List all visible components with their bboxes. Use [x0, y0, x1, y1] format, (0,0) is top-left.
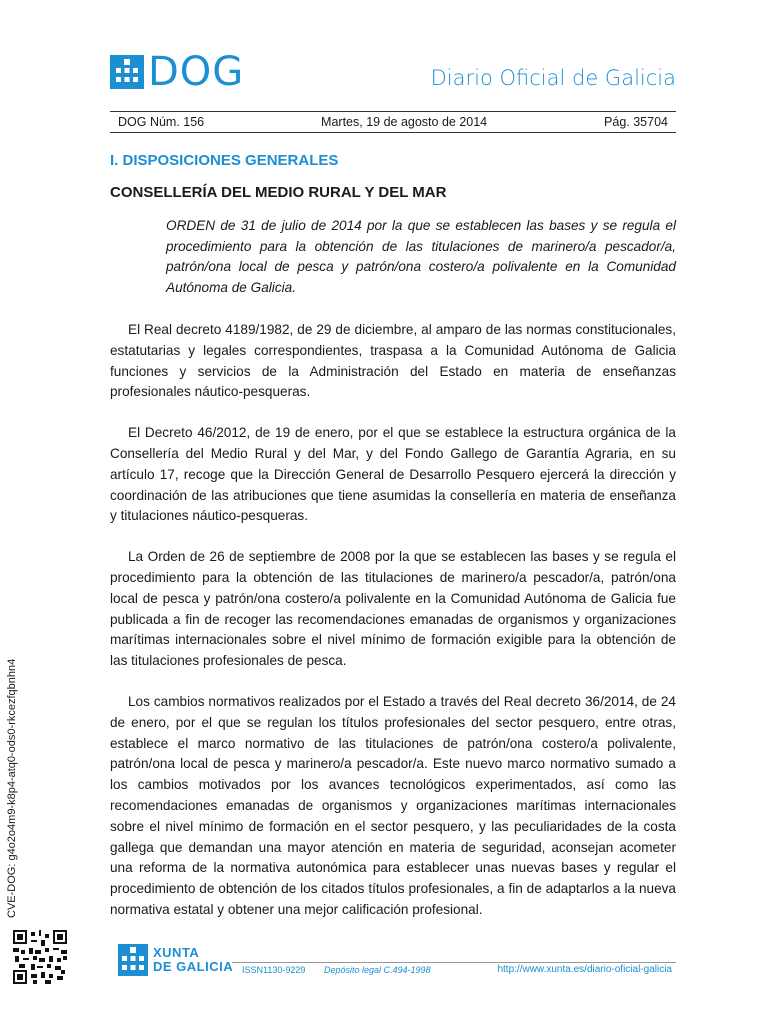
qr-code-icon	[13, 930, 67, 984]
galicia-emblem-icon	[110, 55, 144, 89]
xunta-emblem-icon	[118, 944, 148, 976]
footer-deposito-legal: Depósito legal C.494-1998	[324, 965, 431, 975]
logo-text: DOG	[148, 49, 245, 95]
footer-url-link[interactable]: http://www.xunta.es/diario-oficial-galicia	[497, 964, 672, 975]
paragraph: El Decreto 46/2012, de 19 de enero, por el que se establece la estructura orgánica de la Consellería del Medio Rural y del Mar, y del Fondo Gallego de Garantía Agraria, en su artículo 17, recoge que la Dirección General de Desarrollo Pesquero ejercerá la dirección y coordinación de las atribuciones que tiene asumidas la consellería en materia de enseñanza y titulaciones náutico-pesqueras.	[110, 425, 676, 524]
ministry-title: CONSELLERÍA DEL MEDIO RURAL Y DEL MAR	[110, 184, 447, 201]
footer-issn: ISSN1130-9229	[242, 965, 306, 975]
masthead-title: Diario Oficial de Galicia	[430, 66, 676, 90]
page-number: Pág. 35704	[604, 115, 668, 129]
xunta-line-1: XUNTA	[153, 945, 200, 960]
footer-divider	[232, 962, 676, 963]
issue-date: Martes, 19 de agosto de 2014	[321, 115, 488, 129]
xunta-logo	[118, 944, 233, 976]
issue-number: DOG Núm. 156	[118, 115, 205, 129]
dog-logo	[110, 49, 245, 95]
paragraph: Los cambios normativos realizados por el Estado a través del Real decreto 36/2014, de 24 de enero, por el que se regulan los títulos profesionales del sector pesquero, entre otras, establece el marco normativo de las titulaciones de patrón/ona costero/a polivalente, patrón/ona local de pesca y marinero/a pescador/a. Este nuevo marco normativo sumado a los cambios motivados por los avances tecnológicos experimentados, así como las recomendaciones emanadas de organismos y organizaciones marítimas internacionales sobre el nivel mínimo de formación en el sector pesquero, y las peculiaridades de la costa gallega que demandan una mayor atención en materia de seguridad, aconsejan acometer una reforma de la normativa autonómica para establecer unas nuevas bases y regular el procedimiento de obtención de los citados títulos profesionales, a fin de adaptarlos a la nueva normativa estatal y obtener una mejor calificación profesional.	[110, 693, 676, 917]
xunta-wordmark	[153, 946, 233, 974]
paragraph: El Real decreto 4189/1982, de 29 de diciembre, al amparo de las normas constitucionales, estatutarias y legales correspondientes, traspasa a la Comunidad Autónoma de Galicia funciones y servicios de la Administración del Estado en materia de enseñanzas profesionales náutico-pesqueras.	[110, 322, 676, 400]
paragraph: La Orden de 26 de septiembre de 2008 por la que se establecen las bases y se regula el procedimiento para la obtención de las titulaciones de marinero/a pescador/a, patrón/ona local de pesca y patrón/ona costero/a polivalente en la Comunidad Autónoma de Galicia fue publicada a fin de recoger las recomendaciones emanadas de organismos y organizaciones marítimas internacionales sobre el nivel mínimo de formación exigible para la obtención de las titulaciones profesionales de pesca.	[110, 549, 676, 669]
section-title: I. DISPOSICIONES GENERALES	[110, 152, 339, 169]
orden-summary: ORDEN de 31 de julio de 2014 por la que se establecen las bases y se regula el procedimiento para la obtención de las titulaciones de marinero/a pescador/a, patrón/ona local de pesca y patrón/ona costero/a polivalente en la Comunidad Autónoma de Galicia.	[166, 218, 676, 295]
xunta-line-2: DE GALICIA	[153, 959, 234, 974]
issue-header	[110, 111, 676, 133]
document-body	[110, 320, 676, 941]
cve-code: CVE-DOG: g4o2o4m9-k8p4-atq0-ods0-rkcezfqbnhn4	[6, 658, 18, 918]
